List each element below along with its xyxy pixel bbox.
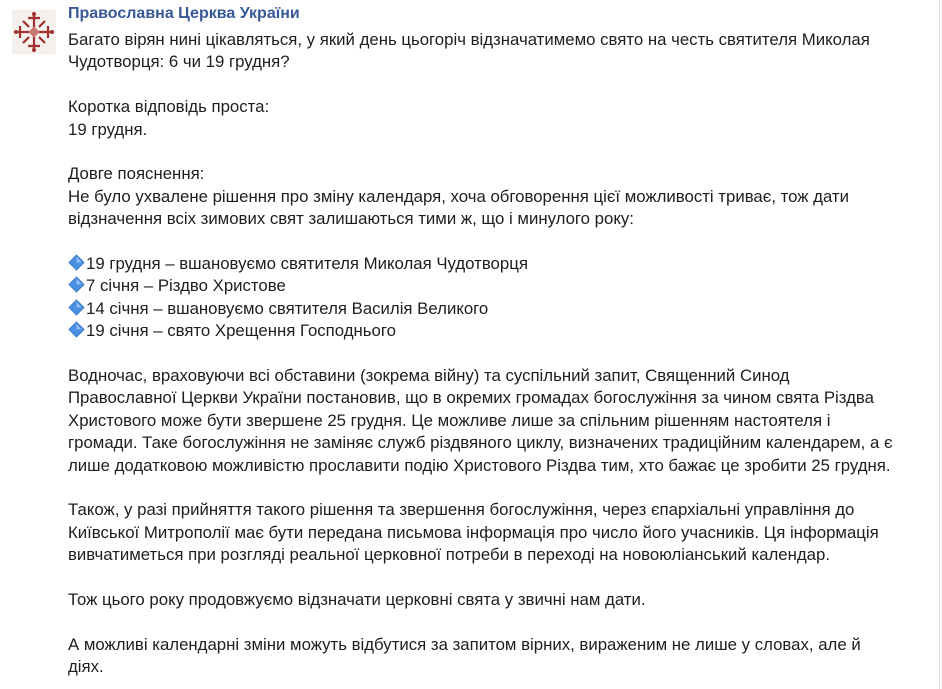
paragraph-line: Православної Церкви України постановив, що в окремих громадах богослужіння за чином свята Різдва	[68, 388, 874, 408]
blue-diamond-icon	[68, 276, 85, 293]
intro-line-1: Багато вірян нині цікавляться, у який день цьогоріч відзначатимемо свято на честь святителя Миколая	[68, 30, 870, 49]
paragraph-line: А можливі календарні зміни можуть відбутися за запитом вірних, вираженим не лише у словах, але й	[68, 634, 861, 654]
blue-diamond-icon	[68, 299, 85, 316]
paragraph-line: діях.	[68, 657, 104, 677]
holiday-list-item	[68, 298, 928, 320]
paragraph-line: Христового може бути звершене 25 грудня. Це можливе лише за спільним рішенням настоятеля і	[68, 410, 831, 430]
blue-diamond-icon	[68, 321, 85, 338]
long-answer-heading: Довге пояснення:	[68, 164, 205, 184]
paragraph-line: вивчатиметься при розгляді реальної церковної потреби в переході на новоюліанський календар.	[68, 545, 830, 565]
paragraph-line: лише додатковою можливістю прославити подію Христового Різдва тим, хто бажає це зробити 25 грудня.	[68, 455, 891, 475]
long-answer-line-2: відзначення всіх зимових свят залишаються тими ж, що і минулого року:	[68, 209, 634, 229]
paragraph-line: Також, у разі прийняття такого рішення та звершення богослужіння, через єпархіальні управління до	[68, 500, 855, 520]
holiday-text: 19 січня – свято Хрещення Господнього	[86, 321, 396, 341]
short-answer: 19 грудня.	[68, 119, 148, 139]
holiday-text: 7 січня – Різдво Христове	[86, 276, 286, 296]
holiday-list-item	[68, 253, 928, 275]
church-cross-logo-icon	[12, 10, 56, 54]
church-logo-avatar[interactable]	[12, 10, 56, 54]
intro-line-2: Чудотворця: 6 чи 19 грудня?	[68, 52, 290, 72]
holiday-list-item	[68, 320, 928, 342]
long-answer-line-1: Не було ухвалене рішення про зміну календаря, хоча обговорення цієї можливості триває, тож дати	[68, 186, 849, 206]
holiday-list-item	[68, 275, 928, 297]
paragraph-line: Київської Митрополії має бути передана письмова інформація про число його учасників. Ця інформація	[68, 522, 879, 542]
post-text	[68, 29, 928, 679]
holiday-text: 19 грудня – вшановуємо святителя Миколая Чудотворця	[86, 254, 528, 274]
post-author-link[interactable]: Православна Церква України	[68, 5, 300, 22]
holiday-text: 14 січня – вшановуємо святителя Василія Великого	[86, 298, 489, 318]
paragraph-line: Тож цього року продовжуємо відзначати церковні свята у звичні нам дати.	[68, 590, 646, 610]
paragraph-line: Водночас, враховуючи всі обставини (зокрема війну) та суспільний запит, Священний Синод	[68, 366, 790, 386]
blue-diamond-icon	[68, 254, 85, 271]
paragraph-line: громади. Таке богослужіння не заміняє служб різдвяного циклу, визначених традиційним календарем, а є	[68, 433, 893, 453]
short-answer-heading: Коротка відповідь проста:	[68, 97, 270, 117]
